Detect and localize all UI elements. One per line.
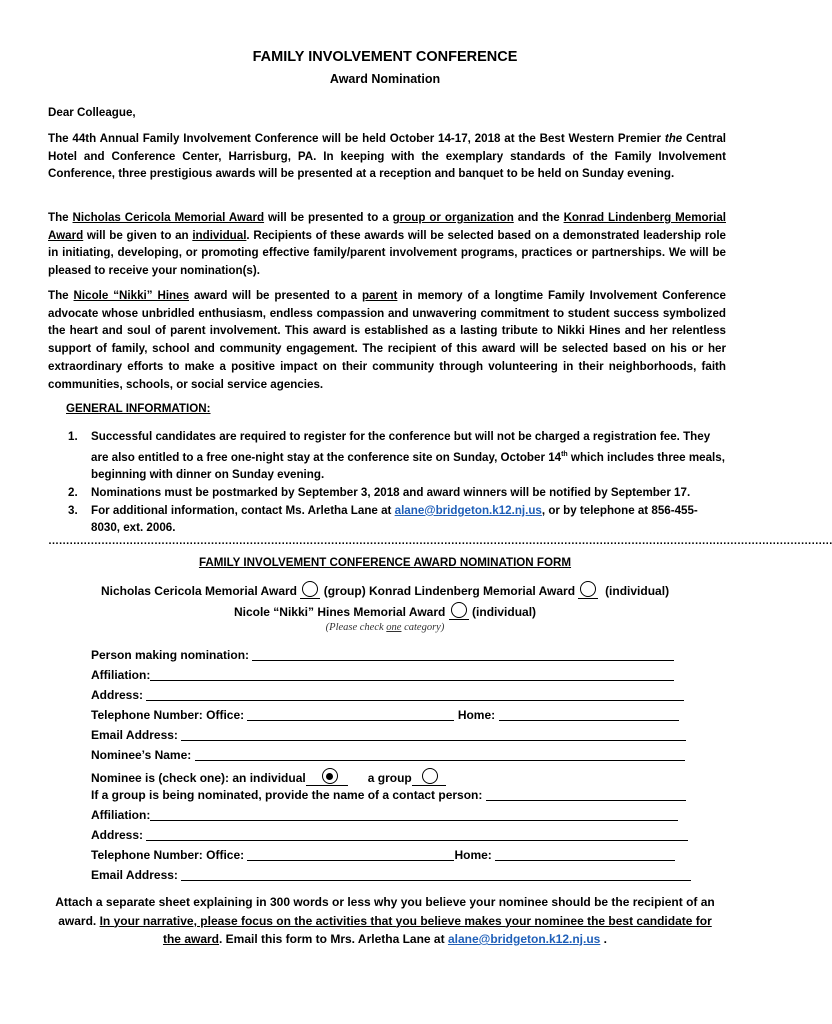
- person-making-nomination-input[interactable]: [252, 649, 674, 661]
- affiliation-field-1[interactable]: Affiliation:: [91, 668, 674, 682]
- award2-check[interactable]: [578, 581, 598, 599]
- contact-person-field[interactable]: If a group is being nominated, provide the name of a contact person:: [91, 788, 686, 802]
- email-input-1[interactable]: [181, 729, 686, 741]
- address-input-2[interactable]: [146, 829, 688, 841]
- greeting: Dear Colleague,: [48, 106, 136, 119]
- individual-check[interactable]: [306, 768, 348, 786]
- paragraph-2: The Nicholas Cericola Memorial Award will be presented to a group or organization and the Konrad Lindenberg Memorial Award will be given to an individual. Recipients of these awards will be selected based on a demonstrated leadership role in initiating, developing, or promoting effective family/parent involvement programs, practices or partnerships. We will be pleased to receive your nomination(s).: [48, 211, 727, 278]
- home-phone-input-1[interactable]: [499, 709, 679, 721]
- award-row-1: Nicholas Cericola Memorial Award (group) Konrad Lindenberg Memorial Award (individual): [0, 581, 770, 599]
- closing-email-link[interactable]: alane@bridgeton.k12.nj.us: [447, 932, 601, 946]
- address-field-2[interactable]: Address:: [91, 828, 688, 842]
- award1-check[interactable]: [300, 581, 320, 599]
- award3-check[interactable]: [449, 602, 469, 620]
- document-subtitle: Award Nomination: [329, 72, 441, 86]
- office-phone-input-1[interactable]: [247, 709, 454, 721]
- telephone-field-1[interactable]: Telephone Number: Office: Home:: [91, 708, 679, 722]
- document-title: FAMILY INVOLVEMENT CONFERENCE: [252, 49, 518, 65]
- general-info-heading: GENERAL INFORMATION:: [66, 402, 211, 415]
- list-item: 2. Nominations must be postmarked by September 3, 2018 and award winners will be notified by September 17.: [68, 485, 691, 499]
- affiliation-field-2[interactable]: Affiliation:: [91, 808, 678, 822]
- address-input-1[interactable]: [146, 689, 684, 701]
- check-one-note: (Please check one category): [325, 622, 445, 633]
- office-phone-input-2[interactable]: [247, 849, 454, 861]
- home-phone-input-2[interactable]: [495, 849, 675, 861]
- affiliation-input-2[interactable]: [150, 809, 678, 821]
- email-field-2[interactable]: Email Address:: [91, 868, 691, 882]
- nominee-name-field[interactable]: Nominee’s Name:: [91, 748, 685, 762]
- form-title: FAMILY INVOLVEMENT CONFERENCE AWARD NOMINATION FORM: [198, 556, 572, 569]
- closing-instructions: Attach a separate sheet explaining in 300 words or less why you believe your nominee should be the recipient of an award. In your narrative, please focus on the activities that you believe makes your nominee the best candidate for the award. Email this form to Mrs. Arletha Lane at alane@bridgeton.k12.nj.us .: [55, 895, 715, 946]
- separator: ……………………………………………………………………………………………………………………………………………………………………………………………………: [48, 535, 832, 547]
- email-field-1[interactable]: Email Address:: [91, 728, 686, 742]
- general-info-list: [48, 428, 726, 537]
- contact-email-link[interactable]: alane@bridgeton.k12.nj.us: [394, 503, 542, 517]
- nominee-type-field: Nominee is (check one): an individual a group: [91, 768, 446, 786]
- radio-individual[interactable]: [322, 768, 338, 784]
- award-row-2: Nicole “Nikki” Hines Memorial Award (individual): [0, 602, 770, 620]
- telephone-field-2[interactable]: Telephone Number: Office: Home:: [91, 848, 675, 862]
- paragraph-3: The Nicole “Nikki” Hines award will be presented to a parent in memory of a longtime Family Involvement Conference advocate whose unbridled enthusiasm, endless compassion and unwavering commitment to student success symbolized the heart and soul of parent involvement. This award is established as a lasting tribute to Nikki Hines and her relentless support of family, school and community engagement. The recipient of this award will be selected based on his or her extraordinary efforts to make a positive impact on their community through volunteering in their neighborhoods, faith communities, schools, or social service agencies.: [48, 289, 726, 391]
- list-item: 1. Successful candidates are required to register for the conference but will not be charged a registration fee. They are also entitled to a free one-night stay at the conference site on Sunday, October 14th which includes three meals, beginning with dinner on Sunday evening.: [68, 430, 725, 482]
- contact-person-input[interactable]: [486, 789, 686, 801]
- person-making-nomination-field[interactable]: Person making nomination:: [91, 648, 674, 662]
- address-field-1[interactable]: Address:: [91, 688, 684, 702]
- group-check[interactable]: [412, 768, 446, 786]
- list-item: 3. For additional information, contact Ms. Arletha Lane at alane@bridgeton.k12.nj.us, or by telephone at 856-455-8030, ext. 2006.: [68, 503, 698, 535]
- paragraph-1: The 44th Annual Family Involvement Conference will be held October 14-17, 2018 at the Best Western Premier the Central Hotel and Conference Center, Harrisburg, PA. In keeping with the exemplary standards of the Family Involvement Conference, three prestigious awards will be presented at a reception and banquet to be held on Sunday evening.: [48, 132, 726, 181]
- radio-group[interactable]: [422, 768, 438, 784]
- nominee-name-input[interactable]: [195, 749, 685, 761]
- radio-nicole-hines[interactable]: [451, 602, 467, 618]
- radio-nicholas-cericola[interactable]: [302, 581, 318, 597]
- radio-konrad-lindenberg[interactable]: [580, 581, 596, 597]
- email-input-2[interactable]: [181, 869, 691, 881]
- affiliation-input-1[interactable]: [150, 669, 674, 681]
